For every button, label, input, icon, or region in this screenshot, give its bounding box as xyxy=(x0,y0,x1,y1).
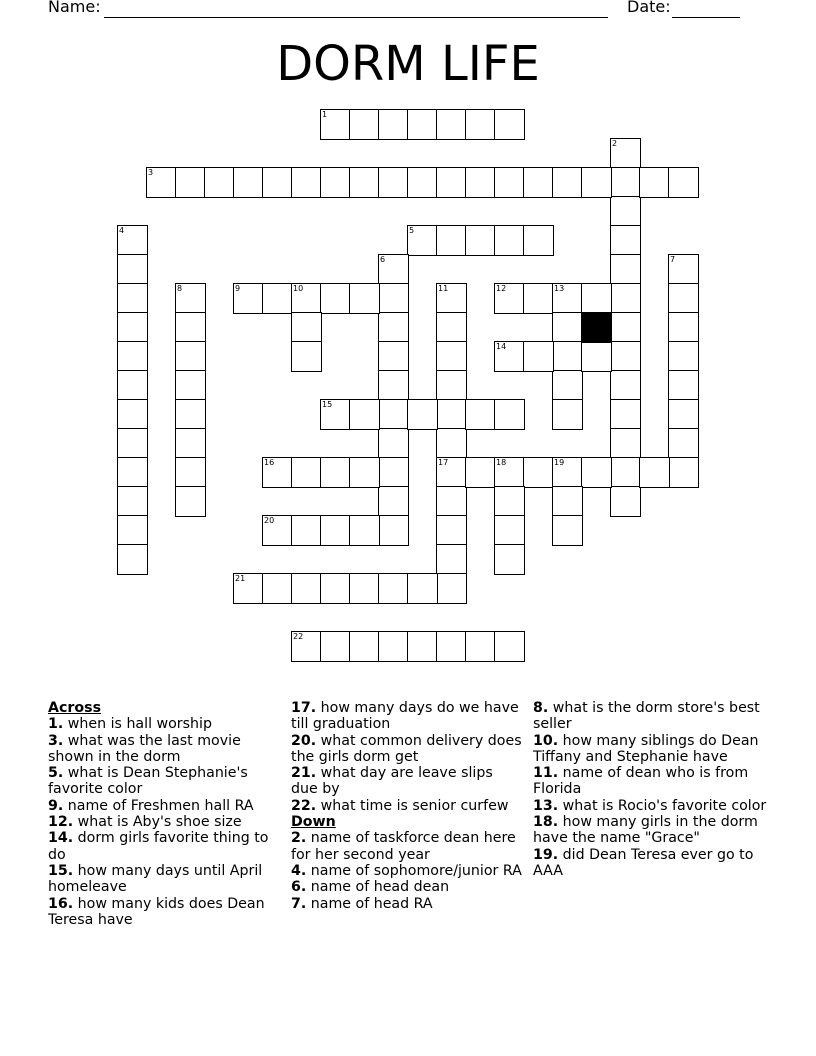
clue-column-2 xyxy=(291,700,523,912)
grid-cell[interactable] xyxy=(552,515,583,546)
clue-number-label: 3. xyxy=(48,732,64,749)
clue-number-label: 20. xyxy=(291,732,317,749)
grid-cell[interactable] xyxy=(610,457,641,488)
grid-cell[interactable] xyxy=(465,457,496,488)
clue-number-label: 15. xyxy=(48,862,74,879)
clue-text: what common delivery does the girls dorm get xyxy=(291,732,522,765)
clue-number: 2 xyxy=(612,139,618,148)
clue-number: 21 xyxy=(235,574,246,583)
grid-cell[interactable] xyxy=(436,109,467,140)
clue-number-label: 12. xyxy=(48,814,74,831)
clue-number: 22 xyxy=(293,632,304,641)
clue-text: what time is senior curfew xyxy=(316,797,509,814)
grid-cell[interactable] xyxy=(465,109,496,140)
across-clue xyxy=(291,765,523,798)
grid-cell[interactable] xyxy=(552,457,583,488)
black-square xyxy=(581,312,612,343)
clue-text: how many days until April homeleave xyxy=(48,862,263,896)
clue-text: name of head RA xyxy=(306,895,433,912)
clue-number: 11 xyxy=(438,284,449,293)
grid-cell[interactable] xyxy=(378,573,409,604)
grid-cell[interactable] xyxy=(117,341,148,372)
clue-number: 20 xyxy=(264,516,275,525)
clue-text: name of head dean xyxy=(306,879,450,896)
grid-cell[interactable] xyxy=(436,167,467,198)
grid-cell[interactable] xyxy=(465,225,496,256)
grid-cell[interactable] xyxy=(378,486,409,517)
grid-cell[interactable] xyxy=(610,486,641,517)
clue-number-label: 6. xyxy=(291,879,307,896)
grid-cell[interactable] xyxy=(639,167,670,198)
grid-cell[interactable] xyxy=(494,167,525,198)
down-clue xyxy=(533,700,773,733)
clue-number: 1 xyxy=(322,110,328,119)
down-clue xyxy=(533,733,773,766)
grid-cell[interactable] xyxy=(407,109,438,140)
down-clue xyxy=(291,879,523,895)
grid-cell[interactable] xyxy=(610,254,641,285)
across-clue xyxy=(291,733,523,766)
clue-number: 18 xyxy=(496,458,507,467)
grid-cell[interactable] xyxy=(465,399,496,430)
grid-cell[interactable] xyxy=(175,167,206,198)
grid-cell[interactable] xyxy=(407,225,438,256)
grid-cell[interactable] xyxy=(175,428,206,459)
grid-cell[interactable] xyxy=(436,515,467,546)
grid-cell[interactable] xyxy=(639,457,670,488)
grid-cell[interactable] xyxy=(378,283,409,314)
grid-cell[interactable] xyxy=(378,457,409,488)
down-heading: Down xyxy=(291,814,336,831)
grid-cell[interactable] xyxy=(552,167,583,198)
grid-cell[interactable] xyxy=(349,109,380,140)
grid-cell[interactable] xyxy=(610,196,641,227)
across-clue xyxy=(48,830,280,863)
grid-cell[interactable] xyxy=(262,167,293,198)
page-title: DORM LIFE xyxy=(276,36,540,92)
grid-cell[interactable] xyxy=(581,167,612,198)
grid-cell[interactable] xyxy=(436,370,467,401)
clue-text: what is Aby's shoe size xyxy=(73,814,242,831)
across-clue xyxy=(48,733,280,766)
grid-cell[interactable] xyxy=(320,573,351,604)
clue-number: 3 xyxy=(148,168,154,177)
clue-text: when is hall worship xyxy=(63,716,212,733)
grid-cell[interactable] xyxy=(523,283,554,314)
clue-text: how many kids does Dean Teresa have xyxy=(48,895,265,928)
grid-cell[interactable] xyxy=(349,457,380,488)
grid-cell[interactable] xyxy=(262,515,293,546)
clue-text: did Dean Teresa ever go to AAA xyxy=(533,846,754,879)
grid-cell[interactable] xyxy=(668,370,699,401)
clue-number: 16 xyxy=(264,458,275,467)
grid-cell[interactable] xyxy=(436,457,467,488)
grid-cell[interactable] xyxy=(175,283,206,314)
across-clue xyxy=(291,798,523,814)
clue-number-label: 22. xyxy=(291,797,317,814)
grid-cell[interactable] xyxy=(552,370,583,401)
grid-cell[interactable] xyxy=(436,283,467,314)
grid-cell[interactable] xyxy=(436,399,467,430)
grid-cell[interactable] xyxy=(117,428,148,459)
grid-cell[interactable] xyxy=(262,573,293,604)
grid-cell[interactable] xyxy=(494,341,525,372)
grid-cell[interactable] xyxy=(494,631,525,662)
grid-cell[interactable] xyxy=(320,109,351,140)
grid-cell[interactable] xyxy=(668,399,699,430)
grid-cell[interactable] xyxy=(349,283,380,314)
down-clue xyxy=(291,863,523,879)
grid-cell[interactable] xyxy=(668,283,699,314)
grid-cell[interactable] xyxy=(378,312,409,343)
grid-cell[interactable] xyxy=(436,341,467,372)
grid-cell[interactable] xyxy=(523,341,554,372)
clue-column-1 xyxy=(48,700,280,928)
grid-cell[interactable] xyxy=(233,283,264,314)
clue-number: 14 xyxy=(496,342,507,351)
grid-cell[interactable] xyxy=(407,167,438,198)
clue-number-label: 4. xyxy=(291,862,307,879)
grid-cell[interactable] xyxy=(378,428,409,459)
clue-number: 5 xyxy=(409,226,415,235)
clue-text: dorm girls favorite thing to do xyxy=(48,830,269,863)
down-clue xyxy=(291,896,523,912)
across-clue xyxy=(48,716,280,732)
grid-cell[interactable] xyxy=(581,457,612,488)
clue-number: 8 xyxy=(177,284,183,293)
across-clue xyxy=(48,896,280,929)
grid-cell[interactable] xyxy=(668,167,699,198)
grid-cell[interactable] xyxy=(117,225,148,256)
down-clue xyxy=(533,798,773,814)
grid-cell[interactable] xyxy=(320,167,351,198)
grid-cell[interactable] xyxy=(407,399,438,430)
grid-cell[interactable] xyxy=(465,167,496,198)
grid-cell[interactable] xyxy=(175,486,206,517)
clue-text: what is Dean Stephanie's favorite color xyxy=(48,765,248,798)
grid-cell[interactable] xyxy=(668,457,699,488)
grid-cell[interactable] xyxy=(436,486,467,517)
grid-cell[interactable] xyxy=(494,225,525,256)
grid-cell[interactable] xyxy=(117,457,148,488)
grid-cell[interactable] xyxy=(552,341,583,372)
down-clue xyxy=(533,814,773,847)
clue-number-label: 21. xyxy=(291,765,317,782)
grid-cell[interactable] xyxy=(610,283,641,314)
grid-cell[interactable] xyxy=(291,312,322,343)
grid-cell[interactable] xyxy=(552,486,583,517)
clue-number: 7 xyxy=(670,255,676,264)
grid-cell[interactable] xyxy=(436,631,467,662)
grid-cell[interactable] xyxy=(668,254,699,285)
grid-cell[interactable] xyxy=(262,457,293,488)
grid-cell[interactable] xyxy=(349,167,380,198)
grid-cell[interactable] xyxy=(494,109,525,140)
grid-cell[interactable] xyxy=(291,573,322,604)
grid-cell[interactable] xyxy=(320,399,351,430)
date-label: Date: xyxy=(627,0,671,16)
down-clue xyxy=(291,830,523,863)
grid-cell[interactable] xyxy=(175,457,206,488)
clue-number-label: 13. xyxy=(533,797,559,814)
across-clue xyxy=(48,765,280,798)
clue-number: 4 xyxy=(119,226,125,235)
grid-cell[interactable] xyxy=(610,370,641,401)
clue-number-label: 5. xyxy=(48,765,64,782)
grid-cell[interactable] xyxy=(378,341,409,372)
across-heading: Across xyxy=(48,700,102,716)
grid-cell[interactable] xyxy=(552,283,583,314)
clue-text: what was the last movie shown in the dorm xyxy=(48,732,241,765)
grid-cell[interactable] xyxy=(407,573,438,604)
clue-number: 10 xyxy=(293,284,304,293)
across-clue xyxy=(291,700,523,733)
grid-cell[interactable] xyxy=(668,312,699,343)
grid-cell[interactable] xyxy=(581,283,612,314)
clue-text: how many days do we have till graduation xyxy=(291,700,519,733)
grid-cell[interactable] xyxy=(175,399,206,430)
grid-cell[interactable] xyxy=(581,341,612,372)
clue-number: 12 xyxy=(496,284,507,293)
clue-number: 19 xyxy=(554,458,565,467)
grid-cell[interactable] xyxy=(320,515,351,546)
grid-cell[interactable] xyxy=(668,341,699,372)
grid-cell[interactable] xyxy=(349,631,380,662)
clue-number-label: 9. xyxy=(48,797,64,814)
grid-cell[interactable] xyxy=(175,341,206,372)
grid-cell[interactable] xyxy=(436,225,467,256)
grid-cell[interactable] xyxy=(610,138,641,169)
grid-cell[interactable] xyxy=(552,399,583,430)
clue-text: name of Freshmen hall RA xyxy=(63,797,254,814)
grid-cell[interactable] xyxy=(610,167,641,198)
grid-cell[interactable] xyxy=(523,225,554,256)
grid-cell[interactable] xyxy=(117,254,148,285)
grid-cell[interactable] xyxy=(291,631,322,662)
grid-cell[interactable] xyxy=(291,341,322,372)
grid-cell[interactable] xyxy=(610,428,641,459)
grid-cell[interactable] xyxy=(378,370,409,401)
grid-cell[interactable] xyxy=(610,341,641,372)
grid-cell[interactable] xyxy=(610,312,641,343)
grid-cell[interactable] xyxy=(117,399,148,430)
grid-cell[interactable] xyxy=(465,631,496,662)
clue-text: name of dean who is from Florida xyxy=(533,765,749,798)
across-clue xyxy=(48,863,280,896)
grid-cell[interactable] xyxy=(610,399,641,430)
clue-number: 17 xyxy=(438,458,449,467)
clue-number-label: 18. xyxy=(533,814,559,831)
grid-cell[interactable] xyxy=(378,399,409,430)
grid-cell[interactable] xyxy=(320,283,351,314)
clue-number: 9 xyxy=(235,284,241,293)
grid-cell[interactable] xyxy=(436,544,467,575)
clue-number-label: 11. xyxy=(533,765,559,782)
clue-number-label: 16. xyxy=(48,895,74,912)
grid-cell[interactable] xyxy=(320,457,351,488)
clue-number-label: 14. xyxy=(48,830,74,847)
clue-text: name of taskforce dean here for her second year xyxy=(291,830,516,863)
name-label: Name: xyxy=(48,0,101,16)
grid-cell[interactable] xyxy=(146,167,177,198)
grid-cell[interactable] xyxy=(436,312,467,343)
grid-cell[interactable] xyxy=(291,167,322,198)
grid-cell[interactable] xyxy=(436,428,467,459)
grid-cell[interactable] xyxy=(494,399,525,430)
grid-cell[interactable] xyxy=(204,167,235,198)
grid-cell[interactable] xyxy=(668,428,699,459)
grid-cell[interactable] xyxy=(291,283,322,314)
grid-cell[interactable] xyxy=(117,515,148,546)
grid-cell[interactable] xyxy=(378,167,409,198)
grid-cell[interactable] xyxy=(523,457,554,488)
across-clue xyxy=(48,798,280,814)
grid-cell[interactable] xyxy=(378,254,409,285)
clue-text: how many siblings do Dean Tiffany and Stephanie have xyxy=(533,732,759,765)
clue-number: 15 xyxy=(322,400,333,409)
clue-number-label: 2. xyxy=(291,830,307,847)
clue-text: what is Rocio's favorite color xyxy=(558,797,767,814)
clue-number-label: 1. xyxy=(48,716,64,733)
grid-cell[interactable] xyxy=(349,399,380,430)
grid-cell[interactable] xyxy=(494,283,525,314)
clue-text: what is the dorm store's best seller xyxy=(533,700,760,733)
down-clue xyxy=(533,765,773,798)
across-clue xyxy=(48,814,280,830)
clue-column-3 xyxy=(533,700,773,879)
grid-cell[interactable] xyxy=(494,515,525,546)
grid-cell[interactable] xyxy=(233,573,264,604)
grid-cell[interactable] xyxy=(523,167,554,198)
clue-text: name of sophomore/junior RA xyxy=(306,862,522,879)
grid-cell[interactable] xyxy=(175,312,206,343)
clue-text: what day are leave slips due by xyxy=(291,765,493,798)
grid-cell[interactable] xyxy=(117,283,148,314)
grid-cell[interactable] xyxy=(407,631,438,662)
grid-cell[interactable] xyxy=(291,457,322,488)
clue-number-label: 19. xyxy=(533,846,559,863)
clue-text: how many girls in the dorm have the name "Grace" xyxy=(533,814,758,847)
grid-cell[interactable] xyxy=(117,312,148,343)
clue-list xyxy=(0,700,816,1020)
clue-number: 13 xyxy=(554,284,565,293)
grid-cell[interactable] xyxy=(494,544,525,575)
grid-cell[interactable] xyxy=(291,515,322,546)
grid-cell[interactable] xyxy=(117,544,148,575)
grid-cell[interactable] xyxy=(262,283,293,314)
grid-cell[interactable] xyxy=(494,457,525,488)
grid-cell[interactable] xyxy=(117,486,148,517)
grid-cell[interactable] xyxy=(320,631,351,662)
grid-cell[interactable] xyxy=(233,167,264,198)
grid-cell[interactable] xyxy=(610,225,641,256)
grid-cell[interactable] xyxy=(378,515,409,546)
clue-number-label: 17. xyxy=(291,700,317,716)
clue-number-label: 8. xyxy=(533,700,549,716)
grid-cell[interactable] xyxy=(349,573,380,604)
clue-number-label: 10. xyxy=(533,732,559,749)
clue-number-label: 7. xyxy=(291,895,307,912)
grid-cell[interactable] xyxy=(552,312,583,343)
grid-cell[interactable] xyxy=(117,370,148,401)
grid-cell[interactable] xyxy=(436,573,467,604)
grid-cell[interactable] xyxy=(378,631,409,662)
clue-number: 6 xyxy=(380,255,386,264)
down-clue xyxy=(533,847,773,880)
grid-cell[interactable] xyxy=(349,515,380,546)
grid-cell[interactable] xyxy=(378,109,409,140)
grid-cell[interactable] xyxy=(494,486,525,517)
grid-cell[interactable] xyxy=(175,370,206,401)
